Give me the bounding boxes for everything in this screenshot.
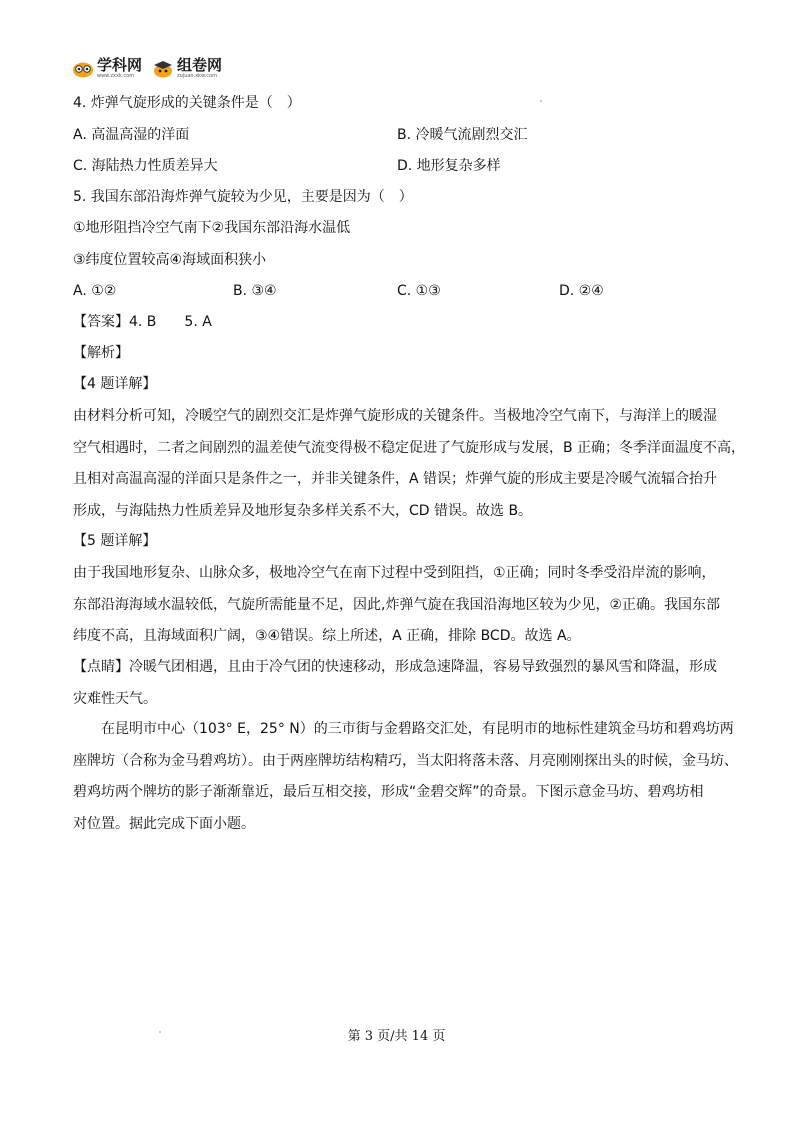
xuekewang-logo [72,58,142,79]
detail5-line: 东部沿海海域水温较低，气旋所需能量不足，因此,炸弹气旋在我国沿海地区较为少见，②正确。我国东部 [73,596,720,613]
answer-line: 【答案】4. B 5. A [73,314,212,330]
logo1-domain: www.zxxk.com [97,73,135,79]
q5-option-c: C. ①③ [397,283,441,299]
scan-speck [540,100,542,102]
detail5-line: 由于我国地形复杂、山脉众多，极地冷空气在南下过程中受到阻挡，①正确；同时冬季受沿岸流的影响， [73,565,716,581]
graduation-cap-icon [152,60,174,78]
detail5-title: 【5 题详解】 [73,533,157,549]
passage-line: 对位置。据此完成下面小题。 [73,815,255,832]
page-number: 第 3 页/共 14 页 [347,1029,446,1044]
passage-line: 碧鸡坊两个牌坊的影子渐渐靠近，最后互相交接，形成“金碧交辉”的奇景。下图示意金马坊、碧鸡坊相 [73,784,704,800]
analysis-label: 【解析】 [73,345,129,361]
note-line: 灾难性天气。 [73,690,157,707]
detail4-line: 由材料分析可知，冷暖空气的剧烈交汇是炸弹气旋形成的关键条件。当极地冷空气南下，与海洋上的暖湿 [73,408,717,424]
q5-item-line-1: ①地形阻挡冷空气南下②我国东部沿海水温低 [73,220,351,236]
logo2-name: 组卷网 [177,56,223,74]
detail5-line: 纬度不高，且海域面积广阔，③④错误。综上所述，A 正确，排除 BCD。故选 A。 [73,628,581,644]
header-logos [72,58,222,79]
detail4-line: 且相对高温高湿的洋面只是条件之一，并非关键条件，A 错误；炸弹气旋的形成主要是冷暖气流辐合抬升 [73,471,718,487]
passage-paragraph [73,714,738,840]
q4-option-b: B. 冷暖气流剧烈交汇 [397,127,528,143]
passage-line: 座牌坊（合称为金马碧鸡坊）。由于两座牌坊结构精巧，当太阳将落未落、月亮刚刚探出头的时候，金马坊、 [73,752,738,769]
detail4-title: 【4 题详解】 [73,376,157,392]
q4-option-a: A. 高温高湿的洋面 [73,127,190,143]
note-paragraph [73,652,723,715]
passage-line: 在昆明市中心（103° E，25° N）的三市街与金碧路交汇处，有昆明市的地标性建筑金马坊和碧鸡坊两 [101,721,734,737]
detail4-line: 空气相遇时，二者之间剧烈的温差使气流变得极不稳定促进了气旋形成与发展，B 正确；冬季洋面温度不高， [73,439,746,456]
note-line: 【点睛】冷暖气团相遇，且由于冷气团的快速移动，形成急速降温，容易导致强烈的暴风雪和降温，形成 [73,659,717,675]
q5-item-line-2: ③纬度位置较高④海域面积狭小 [73,252,267,268]
q4-option-c: C. 海陆热力性质差异大 [73,158,218,174]
q5-option-d: D. ②④ [559,283,604,299]
q5-stem: 5. 我国东部沿海炸弹气旋较为少见，主要是因为（ ） [73,189,413,205]
zujuanwang-logo [152,58,222,79]
q4-option-d: D. 地形复杂多样 [397,158,501,174]
q5-option-b: B. ③④ [233,283,277,299]
owl-icon [72,60,94,78]
logo1-name: 学科网 [97,56,143,74]
detail4-paragraph [73,401,746,527]
q5-option-a: A. ①② [73,283,117,299]
q4-stem: 4. 炸弹气旋形成的关键条件是（ ） [73,95,301,111]
detail5-paragraph [73,558,723,653]
detail4-line: 形成，与海陆热力性质差异及地形复杂多样关系不大，CD 错误。故选 B。 [73,502,533,519]
logo2-domain: zujuan.xkw.com [177,73,217,79]
